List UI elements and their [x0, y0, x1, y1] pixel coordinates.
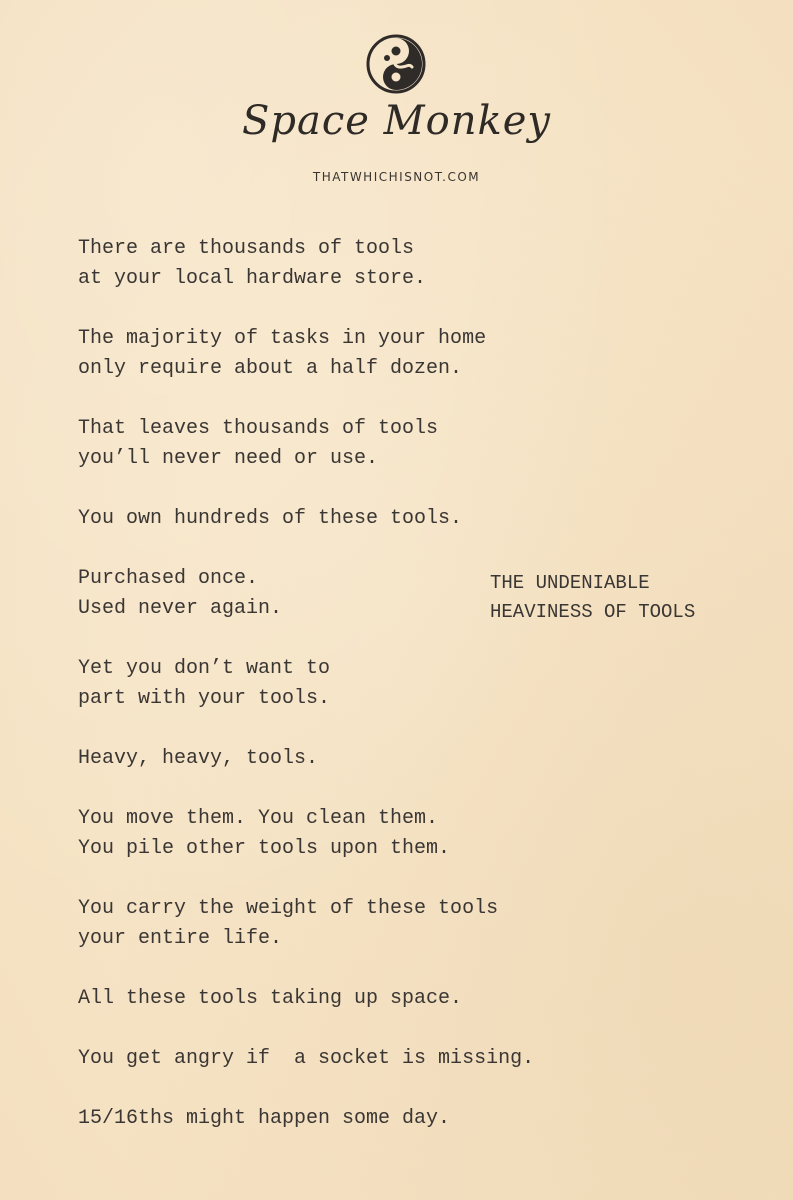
- poem-line: You own hundreds of these tools.: [78, 507, 463, 530]
- brand-name: Space Monkey: [242, 98, 551, 144]
- poem-line: Used never again.: [78, 597, 283, 620]
- poem-stanza: [78, 984, 534, 1014]
- poem-line: your entire life.: [78, 927, 283, 950]
- poem-line: you’ll never need or use.: [78, 447, 379, 470]
- poem-stanza: [78, 234, 534, 294]
- poem-stanza: [78, 324, 534, 384]
- poem-stanza: [78, 1104, 534, 1134]
- poem-stanza: [78, 744, 534, 774]
- poem-line: Yet you don’t want to: [78, 657, 331, 680]
- poem-body: [78, 234, 534, 1164]
- space-monkey-logo-icon: [365, 33, 427, 95]
- poem-title: [490, 569, 695, 627]
- poem-stanza: [78, 1044, 534, 1074]
- poem-title-line: THE UNDENIABLE: [490, 572, 650, 594]
- poem-line: That leaves thousands of tools: [78, 417, 439, 440]
- poem-line: part with your tools.: [78, 687, 331, 710]
- poem-line: Purchased once.: [78, 567, 259, 590]
- poem-stanza: [78, 504, 534, 534]
- poem-line: 15/16ths might happen some day.: [78, 1107, 451, 1130]
- poem-line: at your local hardware store.: [78, 267, 427, 290]
- poem-line: Heavy, heavy, tools.: [78, 747, 319, 770]
- poem-line: You carry the weight of these tools: [78, 897, 499, 920]
- poem-line: All these tools taking up space.: [78, 987, 463, 1010]
- poem-line: You get angry if a socket is missing.: [78, 1047, 535, 1070]
- poem-stanza: [78, 894, 534, 954]
- poem-stanza: [78, 804, 534, 864]
- poem-line: You pile other tools upon them.: [78, 837, 451, 860]
- poem-line: The majority of tasks in your home: [78, 327, 487, 350]
- poem-line: only require about a half dozen.: [78, 357, 463, 380]
- poem-stanza: [78, 564, 534, 624]
- poem-title-line: HEAVINESS OF TOOLS: [490, 601, 696, 623]
- poem-stanza: [78, 654, 534, 714]
- site-url: THATWHICHISNOT.COM: [312, 170, 481, 184]
- poem-line: You move them. You clean them.: [78, 807, 439, 830]
- poem-line: There are thousands of tools: [78, 237, 415, 260]
- poem-stanza: [78, 414, 534, 474]
